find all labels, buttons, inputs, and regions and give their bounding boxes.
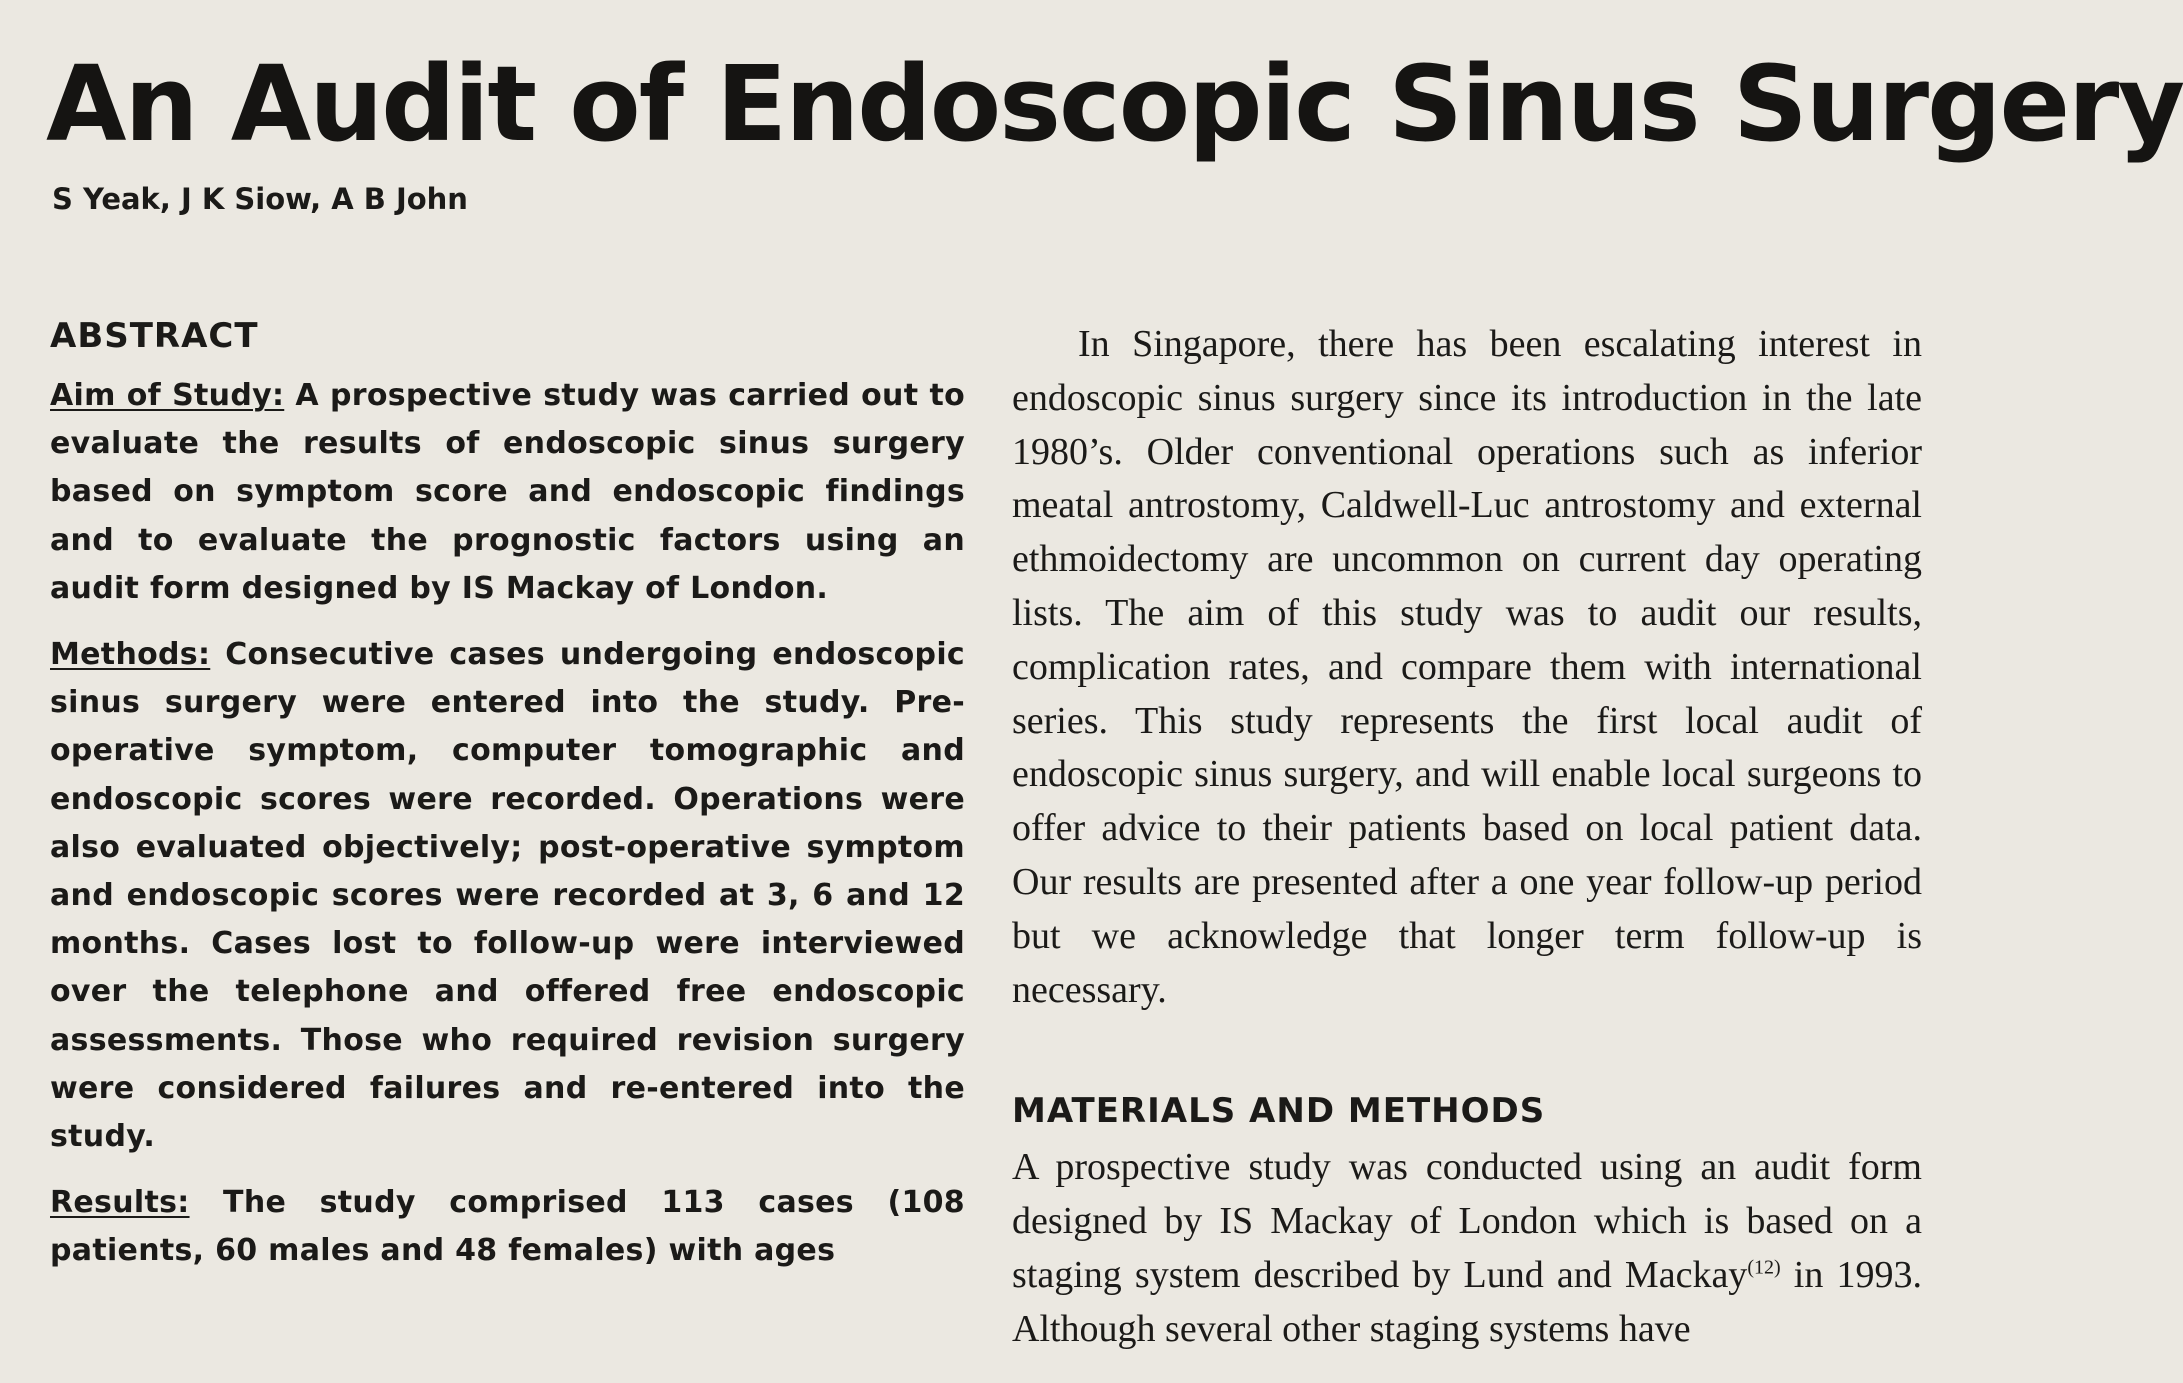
aim-label: Aim of Study:: [50, 378, 285, 413]
article-authors: S Yeak, J K Siow, A B John: [52, 182, 468, 216]
abstract-methods-paragraph: [50, 631, 965, 1161]
abstract-results-paragraph: [50, 1179, 965, 1275]
article-title: An Audit of Endoscopic Sinus Surgery: [46, 43, 2183, 165]
body-column: [1012, 318, 1922, 1357]
materials-methods-paragraph: [1012, 1141, 1922, 1356]
abstract-column: [50, 312, 965, 1276]
methods-body-text-b: in 1993. Although several other staging systems have: [1012, 1253, 1923, 1350]
results-label: Results:: [50, 1185, 190, 1221]
results-text: The study comprised 113 cases (108 patients, 60 males and 48 females) with ages: [50, 1185, 965, 1269]
reference-superscript: (12): [1747, 1256, 1781, 1279]
introduction-paragraph: In Singapore, there has been escalating interest in endoscopic sinus surgery since its introduction in the late 1980’s. Older conventional operations such as inferior meatal antrostomy, Caldwell-Luc antrostomy and external ethmoidectomy are uncommon on current day operating lists. The aim of this study was to audit our results, complication rates, and compare them with international series. This study represents the first local audit of endoscopic sinus surgery, and will enable local surgeons to offer advice to their patients based on local patient data. Our results are presented after a one year follow-up period but we acknowledge that longer term follow-up is necessary.: [1012, 323, 1922, 1011]
methods-text: Consecutive cases undergoing endoscopic sinus surgery were entered into the study. Pre-operative symptom, computer tomographic and endoscopic scores were recorded. Operations were also evaluated objectively; post-operative symptom and endoscopic scores were recorded at 3, 6 and 12 months. Cases lost to follow-up were interviewed over the telephone and offered free endoscopic assessments. Those who required revision surgery were considered failures and re-entered into the study.: [50, 637, 965, 1155]
methods-label: Methods:: [50, 637, 211, 673]
aim-text: A prospective study was carried out to evaluate the results of endoscopic sinus surgery based on symptom score and endoscopic findings and to evaluate the prognostic factors using an audit form designed by IS Mackay of London.: [50, 378, 965, 606]
methods-body-text-a: A prospective study was conducted using an audit form designed by IS Mackay of London which is based on a staging system described by Lund and Mackay: [1012, 1146, 1922, 1296]
abstract-heading: ABSTRACT: [50, 316, 259, 356]
abstract-aim-paragraph: [50, 372, 965, 613]
materials-methods-heading: MATERIALS AND METHODS: [1012, 1091, 1546, 1132]
